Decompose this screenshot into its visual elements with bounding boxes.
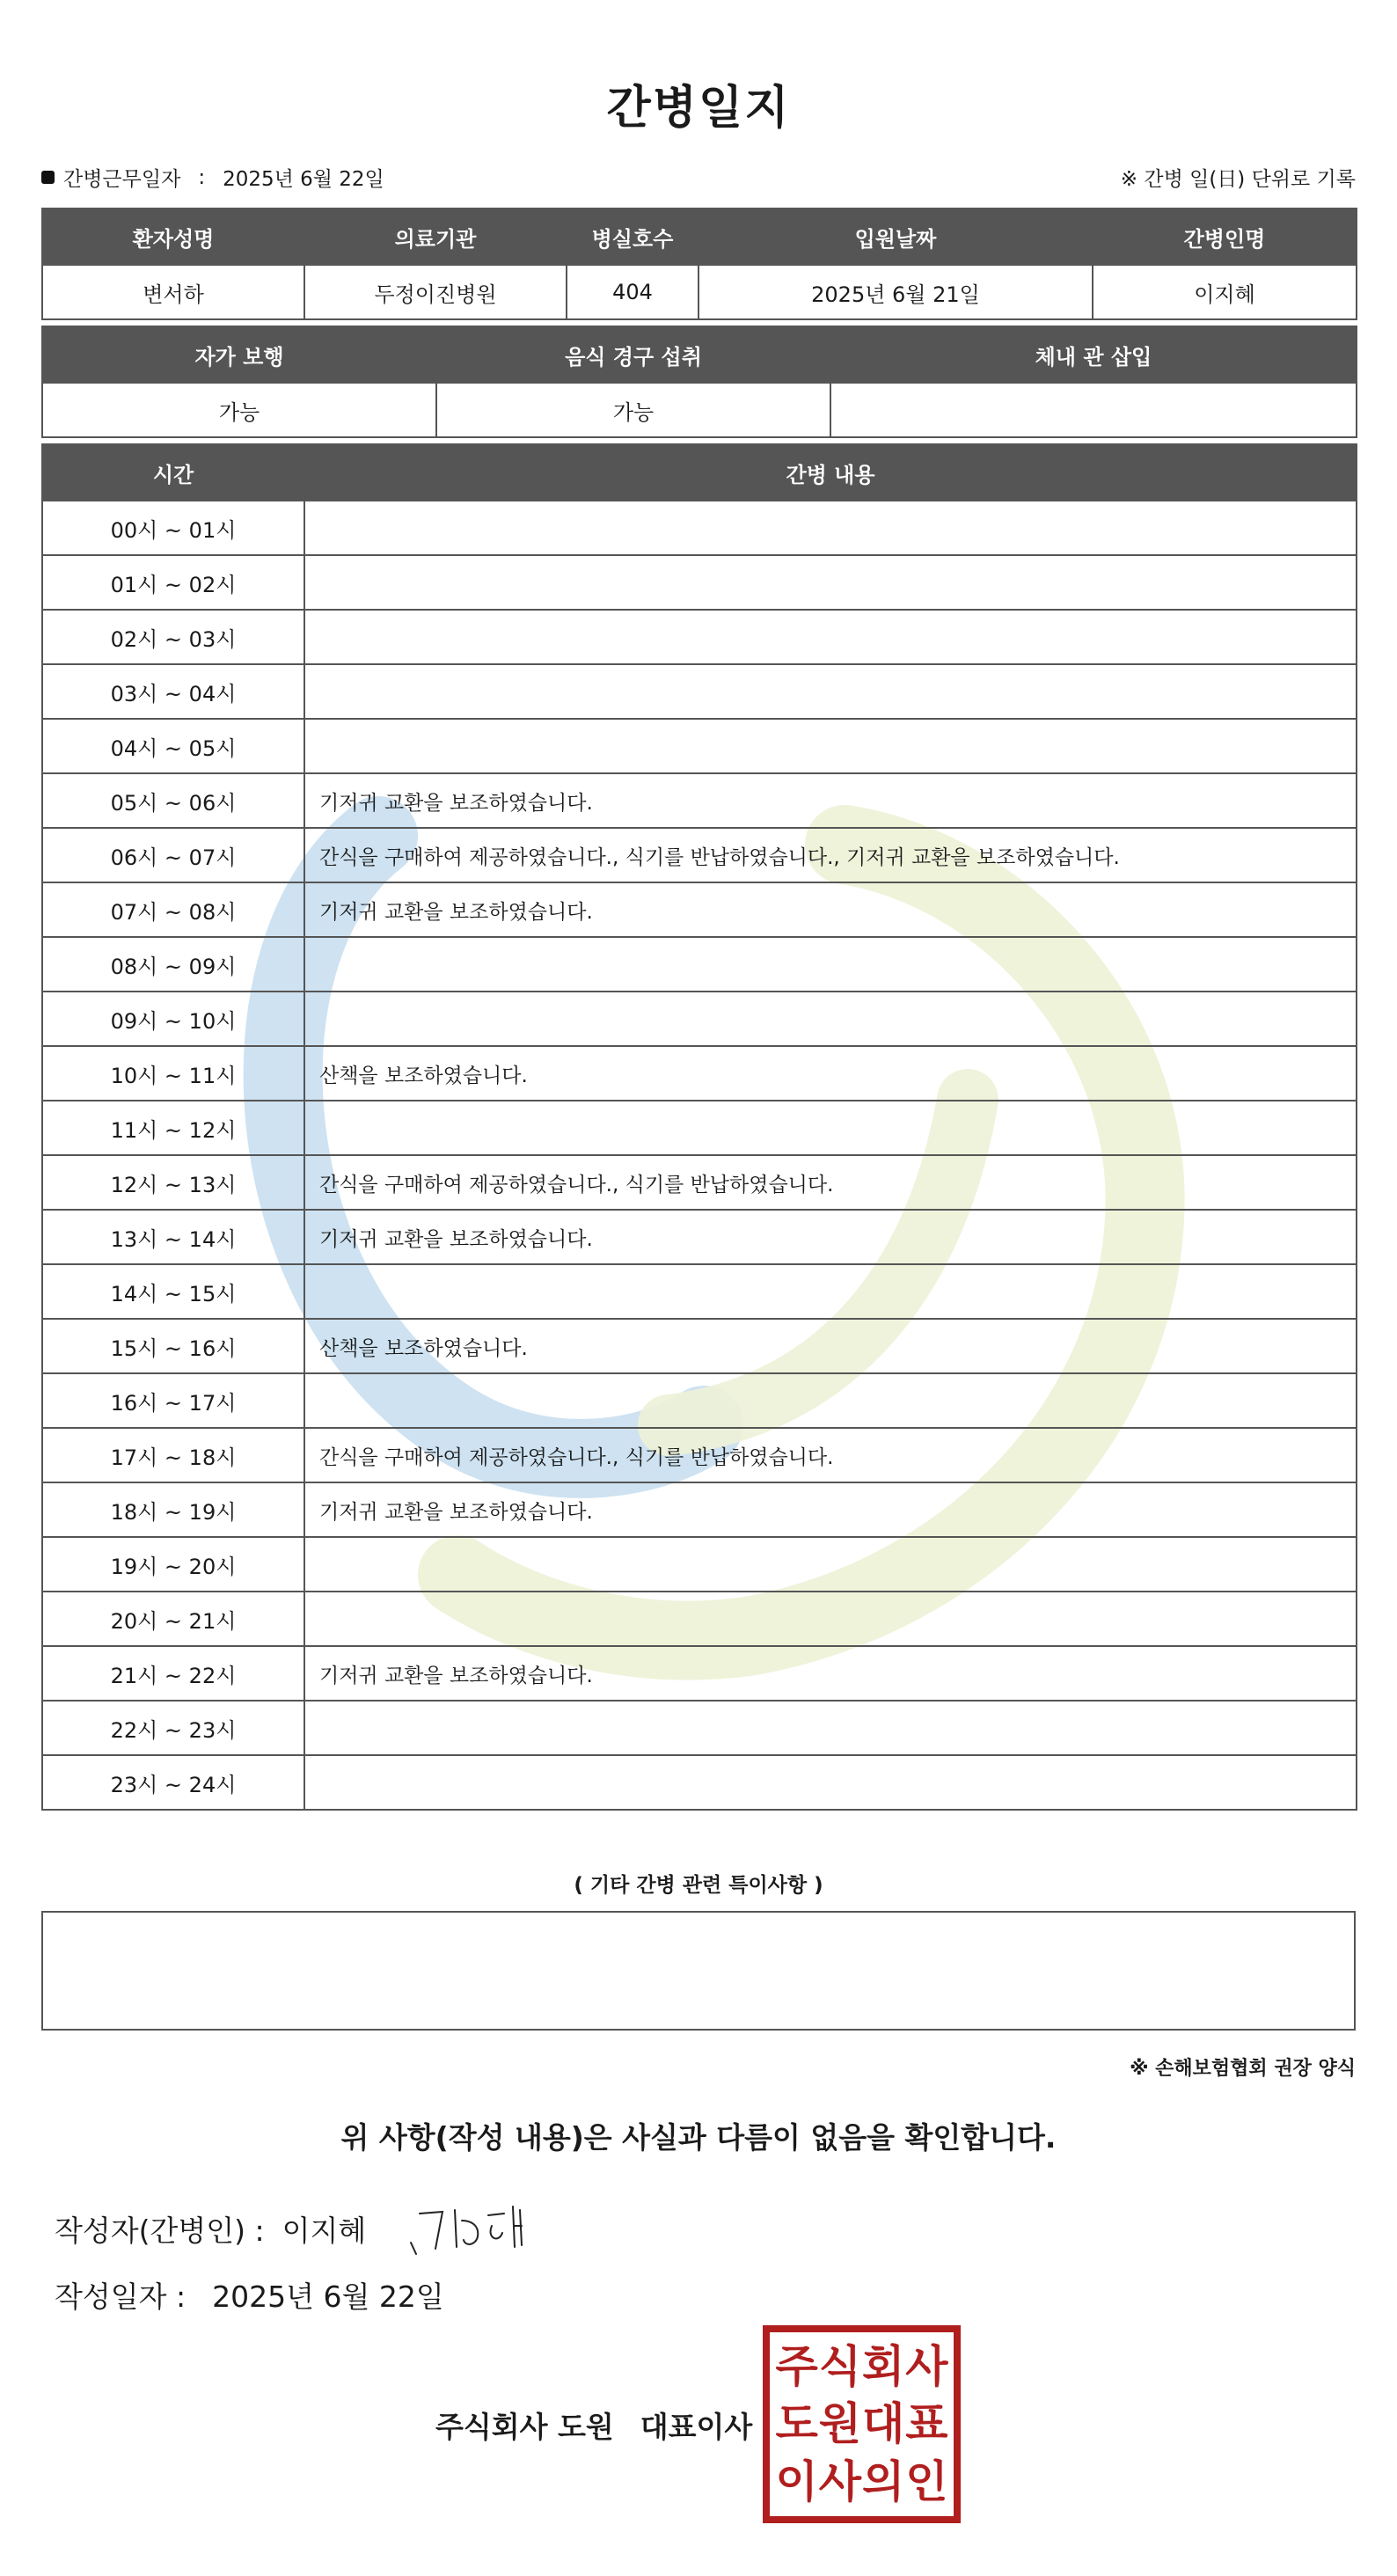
care-content: 기저귀 교환을 보조하였습니다. (304, 773, 1357, 828)
care-content (304, 1264, 1357, 1319)
table-row (42, 1482, 1357, 1537)
time-slot: 20시 ~ 21시 (42, 1592, 304, 1646)
table-row (42, 1101, 1357, 1155)
table-row (42, 1264, 1357, 1319)
care-content: 간식을 구매하여 제공하였습니다., 식기를 반납하였습니다., 기저귀 교환을 보조하였습니다. (304, 828, 1357, 882)
table-row (42, 1537, 1357, 1592)
time-slot: 16시 ~ 17시 (42, 1373, 304, 1428)
header-caregiver-name: 간병인명 (1093, 209, 1357, 265)
time-slot: 19시 ~ 20시 (42, 1537, 304, 1592)
care-log-body (42, 501, 1357, 1810)
table-row (42, 1755, 1357, 1810)
table-row (42, 828, 1357, 882)
time-slot: 22시 ~ 23시 (42, 1701, 304, 1755)
seal-character: 대 (861, 2397, 905, 2450)
table-row (42, 1592, 1357, 1646)
self-walking: 가능 (42, 383, 436, 437)
care-content (304, 1373, 1357, 1428)
form-note: ※ 손해보험협회 권장 양식 (1130, 2058, 1356, 2080)
confirmation-statement: 위 사항(작성 내용)은 사실과 다름이 없음을 확인합니다. (340, 2120, 1057, 2155)
table-row (42, 992, 1357, 1046)
time-slot: 23시 ~ 24시 (42, 1755, 304, 1810)
care-content (304, 1101, 1357, 1155)
company-row (435, 2404, 752, 2446)
care-content: 기저귀 교환을 보조하였습니다. (304, 882, 1357, 937)
time-slot: 11시 ~ 12시 (42, 1101, 304, 1155)
table-row (42, 610, 1357, 664)
writer-label: 작성자(간병인) : (55, 2214, 265, 2248)
care-content: 기저귀 교환을 보조하였습니다. (304, 1210, 1357, 1264)
writer-row (55, 2208, 366, 2250)
seal-character: 표 (905, 2397, 948, 2450)
tube-insertion (830, 383, 1357, 437)
writer-name: 이지혜 (282, 2214, 367, 2248)
write-date-label: 작성일자 : (55, 2280, 187, 2314)
caregiver-name: 이지혜 (1093, 265, 1357, 319)
care-content (304, 664, 1357, 719)
table-row (42, 664, 1357, 719)
write-date-row (55, 2274, 444, 2316)
header-admission-date: 입원날짜 (698, 209, 1093, 265)
seal-character: 이 (775, 2455, 818, 2508)
header-time: 시간 (42, 444, 304, 501)
work-date-label: 간병근무일자 (63, 168, 181, 191)
write-date-value: 2025년 6월 22일 (212, 2280, 444, 2314)
seal-character: 주 (775, 2339, 818, 2392)
seal-character: 사 (905, 2339, 948, 2392)
time-slot: 17시 ~ 18시 (42, 1428, 304, 1482)
time-slot: 08시 ~ 09시 (42, 937, 304, 992)
care-content: 기저귀 교환을 보조하였습니다. (304, 1646, 1357, 1701)
patient-info-table (41, 208, 1357, 320)
admission-date: 2025년 6월 21일 (698, 265, 1093, 319)
care-content (304, 1592, 1357, 1646)
meta-row (41, 163, 1356, 193)
care-content (304, 719, 1357, 773)
time-slot: 06시 ~ 07시 (42, 828, 304, 882)
care-content (304, 937, 1357, 992)
care-content: 간식을 구매하여 제공하였습니다., 식기를 반납하였습니다. (304, 1428, 1357, 1482)
work-date (41, 163, 384, 192)
table-row (42, 937, 1357, 992)
unit-note: ※ 간병 일(日) 단위로 기록 (1120, 168, 1356, 191)
care-content (304, 501, 1357, 555)
time-slot: 09시 ~ 10시 (42, 992, 304, 1046)
time-slot: 13시 ~ 14시 (42, 1210, 304, 1264)
time-slot: 10시 ~ 11시 (42, 1046, 304, 1101)
care-log-table (41, 443, 1357, 1811)
table-row (42, 555, 1357, 610)
care-content (304, 1755, 1357, 1810)
time-slot: 00시 ~ 01시 (42, 501, 304, 555)
table-row (42, 1701, 1357, 1755)
care-content: 산책을 보조하였습니다. (304, 1046, 1357, 1101)
hospital: 두정이진병원 (304, 265, 567, 319)
seal-character: 식 (818, 2339, 862, 2392)
time-slot: 04시 ~ 05시 (42, 719, 304, 773)
header-oral-intake: 음식 경구 섭취 (436, 326, 830, 383)
table-row (42, 1155, 1357, 1210)
seal-character: 인 (905, 2455, 948, 2508)
seal-character: 도 (775, 2397, 818, 2450)
handwritten-signature (400, 2194, 550, 2260)
seal-character: 의 (861, 2455, 905, 2508)
time-slot: 18시 ~ 19시 (42, 1482, 304, 1537)
remarks-title: ( 기타 간병 관련 특이사항 ) (574, 1874, 823, 1897)
time-slot: 14시 ~ 15시 (42, 1264, 304, 1319)
document-title: 간병일지 (606, 82, 791, 135)
bullet-square-icon (41, 171, 55, 184)
seal-character: 회 (861, 2339, 905, 2392)
seal-character: 원 (818, 2397, 862, 2450)
header-patient-name: 환자성명 (42, 209, 304, 265)
care-content (304, 1537, 1357, 1592)
time-slot: 03시 ~ 04시 (42, 664, 304, 719)
table-row (42, 1428, 1357, 1482)
care-content (304, 992, 1357, 1046)
table-row (42, 1210, 1357, 1264)
care-content (304, 1701, 1357, 1755)
header-self-walking: 자가 보행 (42, 326, 436, 383)
time-slot: 21시 ~ 22시 (42, 1646, 304, 1701)
patient-status-table (41, 326, 1357, 438)
work-date-separator: : (198, 165, 206, 189)
time-slot: 01시 ~ 02시 (42, 555, 304, 610)
table-row (42, 1646, 1357, 1701)
seal-character: 사 (818, 2455, 862, 2508)
header-care-content: 간병 내용 (304, 444, 1357, 501)
table-row (42, 501, 1357, 555)
work-date-value: 2025년 6월 22일 (223, 168, 384, 191)
table-row (42, 1319, 1357, 1373)
header-tube-insertion: 체내 관 삽입 (830, 326, 1357, 383)
time-slot: 02시 ~ 03시 (42, 610, 304, 664)
care-content: 간식을 구매하여 제공하였습니다., 식기를 반납하였습니다. (304, 1155, 1357, 1210)
time-slot: 07시 ~ 08시 (42, 882, 304, 937)
table-row (42, 1046, 1357, 1101)
care-content: 산책을 보조하였습니다. (304, 1319, 1357, 1373)
remarks-box (41, 1911, 1356, 2031)
table-row (42, 719, 1357, 773)
table-row (42, 773, 1357, 828)
care-content: 기저귀 교환을 보조하였습니다. (304, 1482, 1357, 1537)
company-name: 주식회사 도원 (435, 2410, 614, 2444)
care-content (304, 610, 1357, 664)
header-hospital: 의료기관 (304, 209, 567, 265)
header-room-number: 병실호수 (567, 209, 698, 265)
time-slot: 12시 ~ 13시 (42, 1155, 304, 1210)
company-seal-stamp (763, 2325, 961, 2523)
table-row (42, 1373, 1357, 1428)
time-slot: 15시 ~ 16시 (42, 1319, 304, 1373)
company-role: 대표이사 (640, 2410, 753, 2444)
oral-intake: 가능 (436, 383, 830, 437)
time-slot: 05시 ~ 06시 (42, 773, 304, 828)
patient-name: 변서하 (42, 265, 304, 319)
table-row (42, 882, 1357, 937)
room-number: 404 (567, 265, 698, 319)
care-content (304, 555, 1357, 610)
